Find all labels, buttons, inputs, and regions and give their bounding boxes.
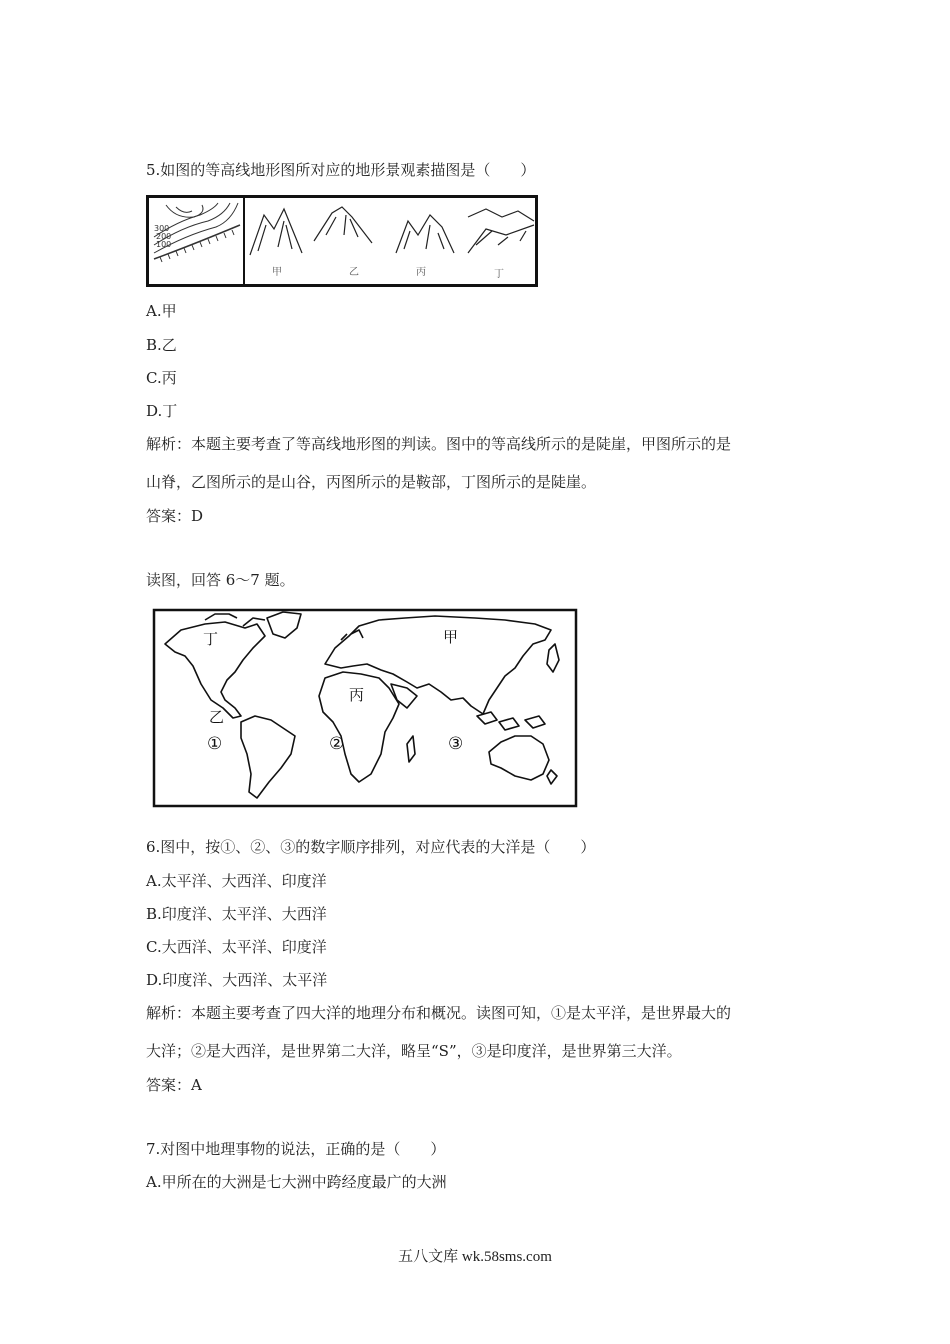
q5-option-d: D.丁 [146,402,178,420]
q7-option-a: A.甲所在的大洲是七大洲中跨经度最广的大洲 [146,1173,447,1191]
q6-answer: 答案：A [146,1076,202,1094]
contour-label-100: 100 [156,240,172,249]
q5-question: 5.如图的等高线地形图所对应的地形景观素描图是（ ） [146,161,536,179]
q6-analysis-line2: 大洋；②是大西洋，是世界第二大洋，略呈“S”，③是印度洋，是世界第三大洋。 [146,1042,682,1060]
q6-option-c: C.大西洋、太平洋、印度洋 [146,938,327,956]
q5-option-a: A.甲 [146,302,177,320]
map-ocean-1: ① [207,734,223,754]
sketch-label-ding: 丁 [494,269,504,280]
footer-watermark: 五八文库 wk.58sms.com [398,1249,552,1265]
map-label-ding: 丁 [203,630,219,648]
world-map-figure [145,604,580,810]
map-label-bing: 丙 [349,686,365,704]
q5-option-c: C.丙 [146,369,177,387]
map-label-yi: 乙 [209,708,225,726]
q6-analysis-line1: 解析：本题主要考查了四大洋的地理分布和概况。读图可知，①是太平洋，是世界最大的 [146,1004,732,1022]
map-label-jia: 甲 [443,628,459,646]
sketch-label-jia: 甲 [272,267,282,278]
q5-analysis-line1: 解析：本题主要考查了等高线地形图的判读。图中的等高线所示的是陡崖，甲图所示的是 [146,435,732,453]
contour-label-300: 300 [154,224,170,233]
q6-option-b: B.印度洋、太平洋、大西洋 [146,905,327,923]
sketch-label-bing: 丙 [416,267,426,278]
sketch-label-yi: 乙 [349,267,359,278]
q6-option-a: A.太平洋、大西洋、印度洋 [146,872,327,890]
map-ocean-3: ③ [448,734,464,754]
intro-text: 读图，回答 6～7 题。 [146,571,295,589]
q5-option-b: B.乙 [146,336,177,354]
q5-analysis-line2: 山脊，乙图所示的是山谷，丙图所示的是鞍部，丁图所示的是陡崖。 [146,473,597,491]
contour-sketch-figure [146,195,538,287]
q6-question: 6.图中，按①、②、③的数字顺序排列，对应代表的大洋是（ ） [146,838,596,856]
contour-label-200: 200 [156,232,172,241]
q6-option-d: D.印度洋、大西洋、太平洋 [146,971,328,989]
map-ocean-2: ② [329,734,345,754]
q7-question: 7.对图中地理事物的说法，正确的是（ ） [146,1140,446,1158]
q5-answer: 答案：D [146,507,204,525]
